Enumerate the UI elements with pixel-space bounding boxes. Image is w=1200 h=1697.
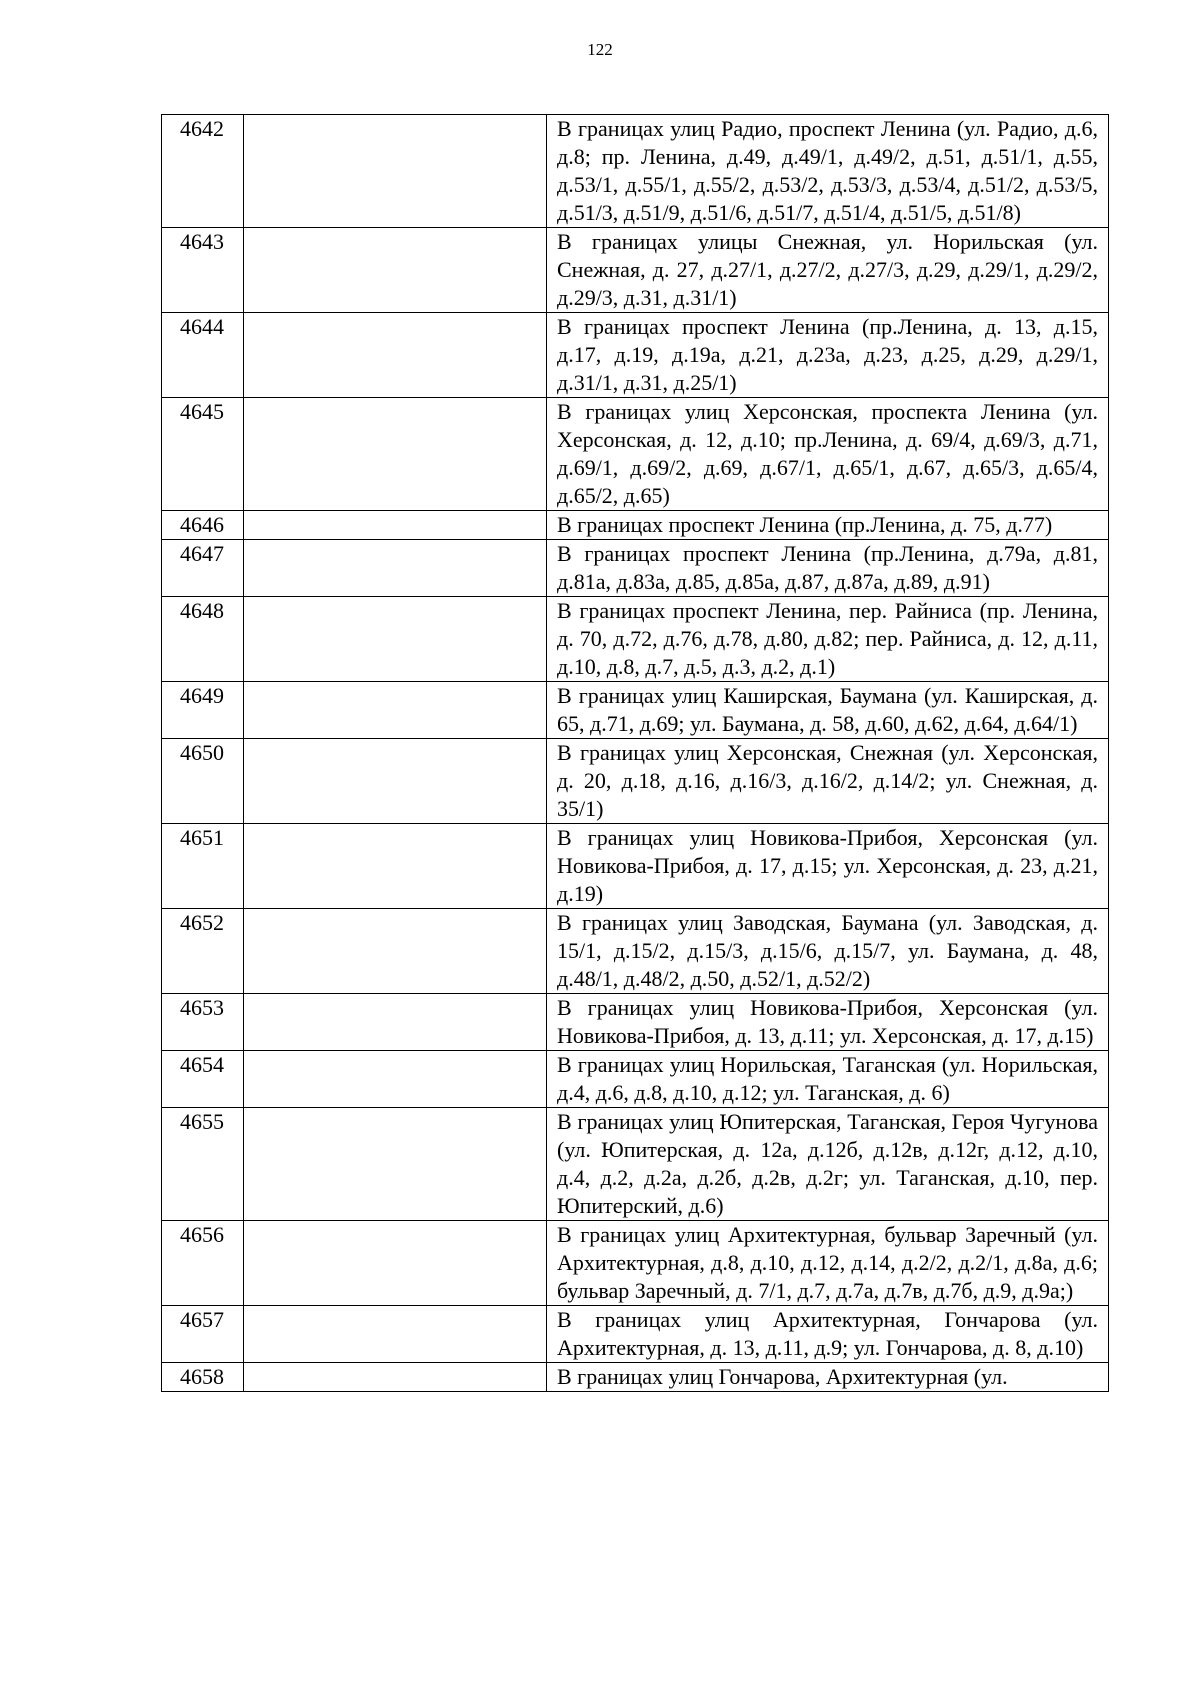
precinct-number-cell [162, 398, 244, 511]
precinct-boundary-text: В границах улицы Снежная, ул. Норильская (ул. Снежная, д. 27, д.27/1, д.27/2, д.27/3, д.29, д.29/1, д.29/2, д.29/3, д.31, д.31/1) [557, 229, 1098, 310]
precinct-boundary-cell [547, 228, 1109, 313]
table-row [162, 909, 1109, 994]
precinct-boundary-cell [547, 739, 1109, 824]
precinct-location-cell [244, 115, 547, 228]
precinct-number-cell [162, 1108, 244, 1221]
precinct-number: 4649 [180, 683, 224, 708]
precinct-boundary-text: В границах улиц Юпитерская, Таганская, Героя Чугунова (ул. Юпитерская, д. 12а, д.12б, д.12в, д.12г, д.12, д.10, д.4, д.2, д.2а, д.2б, д.2в, д.2г; ул. Таганская, д.10, пер. Юпитерский, д.6) [557, 1109, 1098, 1218]
precinct-number-cell [162, 682, 244, 739]
precinct-number: 4644 [180, 314, 224, 339]
precinct-boundary-text: В границах улиц Херсонская, Снежная (ул. Херсонская, д. 20, д.18, д.16, д.16/3, д.16/2, д.14/2; ул. Снежная, д. 35/1) [557, 740, 1098, 821]
precinct-number-cell [162, 909, 244, 994]
precinct-boundary-cell [547, 115, 1109, 228]
precinct-location-cell [244, 1221, 547, 1306]
table-row [162, 1363, 1109, 1392]
table-row [162, 1221, 1109, 1306]
page-number: 122 [587, 40, 613, 59]
precinct-number-cell [162, 994, 244, 1051]
precinct-boundary-text: В границах улиц Гончарова, Архитектурная (ул. [557, 1364, 1008, 1389]
precinct-number: 4653 [180, 995, 224, 1020]
table-row [162, 540, 1109, 597]
precinct-boundary-text: В границах улиц Заводская, Баумана (ул. Заводская, д. 15/1, д.15/2, д.15/3, д.15/6, д.15/7, ул. Баумана, д. 48, д.48/1, д.48/2, д.50, д.52/1, д.52/2) [557, 910, 1098, 991]
precinct-number-cell [162, 739, 244, 824]
table-row [162, 682, 1109, 739]
precinct-boundary-cell [547, 540, 1109, 597]
precinct-number: 4650 [180, 740, 224, 765]
precinct-boundary-text: В границах проспект Ленина (пр.Ленина, д. 75, д.77) [557, 512, 1053, 537]
precinct-boundary-text: В границах улиц Архитектурная, бульвар Заречный (ул. Архитектурная, д.8, д.10, д.12, д.14, д.2/2, д.2/1, д.8а, д.6; бульвар Заречный, д. 7/1, д.7, д.7а, д.7в, д.7б, д.9, д.9а;) [557, 1222, 1098, 1303]
precinct-boundary-cell [547, 994, 1109, 1051]
precinct-number: 4642 [180, 116, 224, 141]
table-row [162, 1306, 1109, 1363]
precinct-boundary-cell [547, 511, 1109, 540]
precinct-location-cell [244, 597, 547, 682]
precinct-number: 4655 [180, 1109, 224, 1134]
precinct-boundary-cell [547, 1221, 1109, 1306]
precinct-number-cell [162, 1051, 244, 1108]
precinct-table [161, 114, 1109, 1392]
precinct-number: 4645 [180, 399, 224, 424]
precinct-number-cell [162, 115, 244, 228]
precinct-boundary-text: В границах улиц Херсонская, проспекта Ленина (ул. Херсонская, д. 12, д.10; пр.Ленина, д. 69/4, д.69/3, д.71, д.69/1, д.69/2, д.69, д.67/1, д.65/1, д.67, д.65/3, д.65/4, д.65/2, д.65) [557, 399, 1098, 508]
precinct-number-cell [162, 597, 244, 682]
precinct-number: 4656 [180, 1222, 224, 1247]
precinct-boundary-cell [547, 909, 1109, 994]
precinct-boundary-cell [547, 1306, 1109, 1363]
precinct-location-cell [244, 313, 547, 398]
precinct-number: 4647 [180, 541, 224, 566]
precinct-boundary-cell [547, 1051, 1109, 1108]
precinct-boundary-text: В границах улиц Новикова-Прибоя, Херсонская (ул. Новикова-Прибоя, д. 13, д.11; ул. Херсонская, д. 17, д.15) [557, 995, 1098, 1048]
precinct-location-cell [244, 739, 547, 824]
precinct-number-cell [162, 1363, 244, 1392]
precinct-location-cell [244, 1306, 547, 1363]
precinct-number-cell [162, 313, 244, 398]
precinct-location-cell [244, 682, 547, 739]
precinct-boundary-cell [547, 682, 1109, 739]
precinct-boundary-text: В границах улиц Архитектурная, Гончарова (ул. Архитектурная, д. 13, д.11, д.9; ул. Гончарова, д. 8, д.10) [557, 1307, 1098, 1360]
precinct-boundary-cell [547, 398, 1109, 511]
precinct-location-cell [244, 540, 547, 597]
precinct-number: 4651 [180, 825, 224, 850]
precinct-boundary-text: В границах улиц Радио, проспект Ленина (ул. Радио, д.6, д.8; пр. Ленина, д.49, д.49/1, д.49/2, д.51, д.51/1, д.55, д.53/1, д.55/1, д.55/2, д.53/2, д.53/3, д.53/4, д.51/2, д.53/5, д.51/3, д.51/9, д.51/6, д.51/7, д.51/4, д.51/5, д.51/8) [557, 116, 1098, 225]
table-row [162, 511, 1109, 540]
precinct-number: 4646 [180, 512, 224, 537]
precinct-number: 4652 [180, 910, 224, 935]
table-row [162, 398, 1109, 511]
precinct-location-cell [244, 511, 547, 540]
precinct-number-cell [162, 824, 244, 909]
precinct-number: 4648 [180, 598, 224, 623]
precinct-boundary-text: В границах улиц Новикова-Прибоя, Херсонская (ул. Новикова-Прибоя, д. 17, д.15; ул. Херсонская, д. 23, д.21, д.19) [557, 825, 1098, 906]
precinct-number-cell [162, 228, 244, 313]
precinct-boundary-text: В границах проспект Ленина (пр.Ленина, д.79а, д.81, д.81а, д.83а, д.85, д.85а, д.87, д.87а, д.89, д.91) [557, 541, 1098, 594]
precinct-table-body [162, 115, 1109, 1392]
precinct-number-cell [162, 1221, 244, 1306]
precinct-location-cell [244, 1051, 547, 1108]
precinct-location-cell [244, 1108, 547, 1221]
precinct-number: 4658 [180, 1364, 224, 1389]
precinct-boundary-text: В границах проспект Ленина (пр.Ленина, д. 13, д.15, д.17, д.19, д.19а, д.21, д.23а, д.23, д.25, д.29, д.29/1, д.31/1, д.31, д.25/1) [557, 314, 1098, 395]
precinct-location-cell [244, 398, 547, 511]
precinct-boundary-text: В границах улиц Каширская, Баумана (ул. Каширская, д. 65, д.71, д.69; ул. Баумана, д. 58, д.60, д.62, д.64, д.64/1) [557, 683, 1098, 736]
table-row [162, 228, 1109, 313]
precinct-boundary-cell [547, 1363, 1109, 1392]
precinct-location-cell [244, 824, 547, 909]
precinct-boundary-cell [547, 597, 1109, 682]
precinct-location-cell [244, 909, 547, 994]
precinct-number-cell [162, 540, 244, 597]
precinct-boundary-cell [547, 1108, 1109, 1221]
precinct-number-cell [162, 511, 244, 540]
table-row [162, 1051, 1109, 1108]
table-row [162, 824, 1109, 909]
table-row [162, 1108, 1109, 1221]
precinct-boundary-cell [547, 313, 1109, 398]
precinct-boundary-cell [547, 824, 1109, 909]
precinct-boundary-text: В границах улиц Норильская, Таганская (ул. Норильская, д.4, д.6, д.8, д.10, д.12; ул. Таганская, д. 6) [557, 1052, 1098, 1105]
precinct-location-cell [244, 1363, 547, 1392]
table-row [162, 994, 1109, 1051]
precinct-boundary-text: В границах проспект Ленина, пер. Райниса (пр. Ленина, д. 70, д.72, д.76, д.78, д.80, д.82; пер. Райниса, д. 12, д.11, д.10, д.8, д.7, д.5, д.3, д.2, д.1) [557, 598, 1098, 679]
table-row [162, 313, 1109, 398]
precinct-location-cell [244, 228, 547, 313]
precinct-number: 4657 [180, 1307, 224, 1332]
table-row [162, 115, 1109, 228]
table-row [162, 597, 1109, 682]
precinct-location-cell [244, 994, 547, 1051]
precinct-number-cell [162, 1306, 244, 1363]
table-row [162, 739, 1109, 824]
precinct-number: 4643 [180, 229, 224, 254]
precinct-number: 4654 [180, 1052, 224, 1077]
